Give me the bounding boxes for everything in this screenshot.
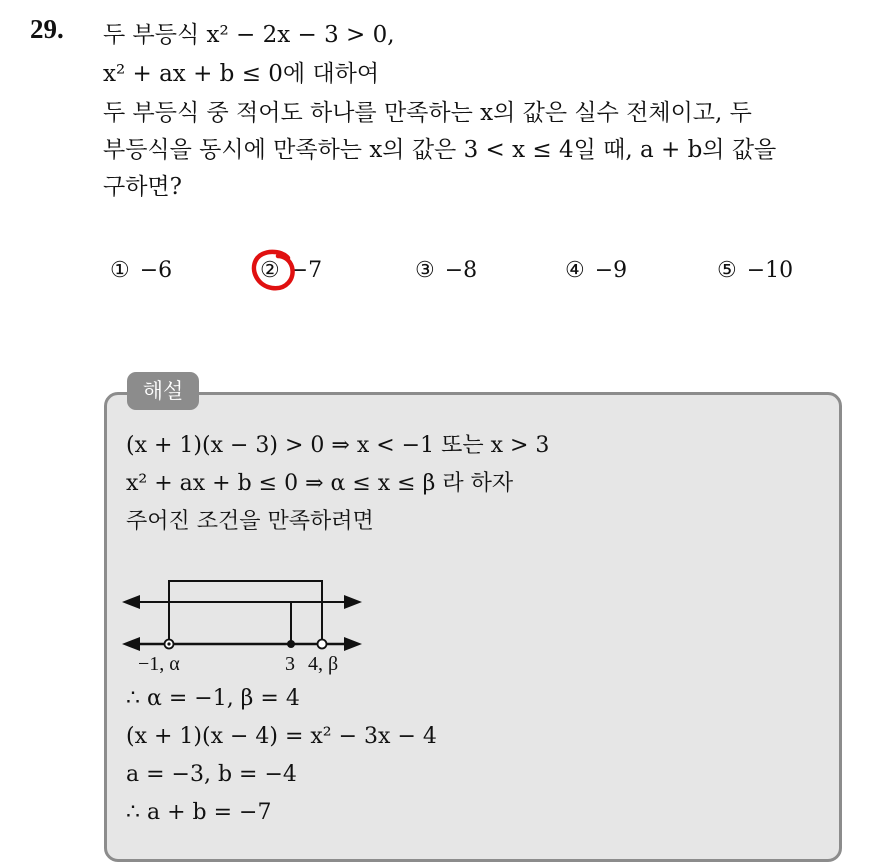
answer-circle-mark (248, 246, 300, 294)
choice-1-value: −6 (139, 258, 173, 283)
choice-1[interactable] (110, 258, 172, 283)
point-four (318, 640, 327, 649)
upper-left-arrowhead (122, 595, 140, 609)
label-beta: 4, β (308, 653, 339, 675)
choice-4-mark: ④ (565, 258, 585, 283)
choice-1-mark: ① (110, 258, 130, 283)
choice-4-value: −9 (594, 258, 628, 283)
question-number: 29. (30, 14, 64, 44)
label-three: 3 (285, 653, 295, 675)
choice-2-mark: ② (260, 258, 280, 283)
question-line-1: 두 부등식 x² − 2x − 3 > 0, (103, 22, 395, 48)
choice-5-mark: ⑤ (717, 258, 737, 283)
choice-5[interactable] (717, 258, 793, 283)
choice-3-mark: ③ (415, 258, 435, 283)
point-three (287, 640, 295, 648)
question-line-2: x² + ax + b ≤ 0에 대하여 (103, 61, 380, 87)
solution-line-7: ∴ a + b = −7 (126, 800, 272, 825)
question-line-4: 부등식을 동시에 만족하는 x의 값은 3 < x ≤ 4일 때, a + b의 값을 (103, 137, 777, 163)
choice-3[interactable] (415, 258, 477, 283)
label-alpha: −1, α (138, 653, 180, 675)
alpha-beta-bracket (169, 581, 322, 644)
axis-left-arrowhead (122, 637, 140, 651)
axis-right-arrowhead (344, 637, 362, 651)
solution-line-5: (x + 1)(x − 4) = x² − 3x − 4 (126, 724, 437, 749)
solution-line-1: (x + 1)(x − 3) > 0 ⇒ x < −1 또는 x > 3 (126, 433, 550, 458)
choice-5-value: −10 (746, 258, 794, 283)
solution-line-6: a = −3, b = −4 (126, 762, 297, 787)
choice-2-value: −7 (289, 258, 323, 283)
question-line-3: 두 부등식 중 적어도 하나를 만족하는 x의 값은 실수 전체이고, 두 (103, 100, 752, 126)
choice-3-value: −8 (444, 258, 478, 283)
question-line-5: 구하면? (103, 174, 182, 200)
solution-line-3: 주어진 조건을 만족하려면 (126, 509, 374, 534)
solution-line-2: x² + ax + b ≤ 0 ⇒ α ≤ x ≤ β 라 하자 (126, 471, 514, 496)
number-line-diagram (118, 572, 378, 682)
solution-line-4: ∴ α = −1, β = 4 (126, 686, 300, 711)
solution-tag: 해설 (127, 372, 199, 410)
choice-4[interactable] (565, 258, 627, 283)
x-gt-3-region (291, 602, 358, 644)
